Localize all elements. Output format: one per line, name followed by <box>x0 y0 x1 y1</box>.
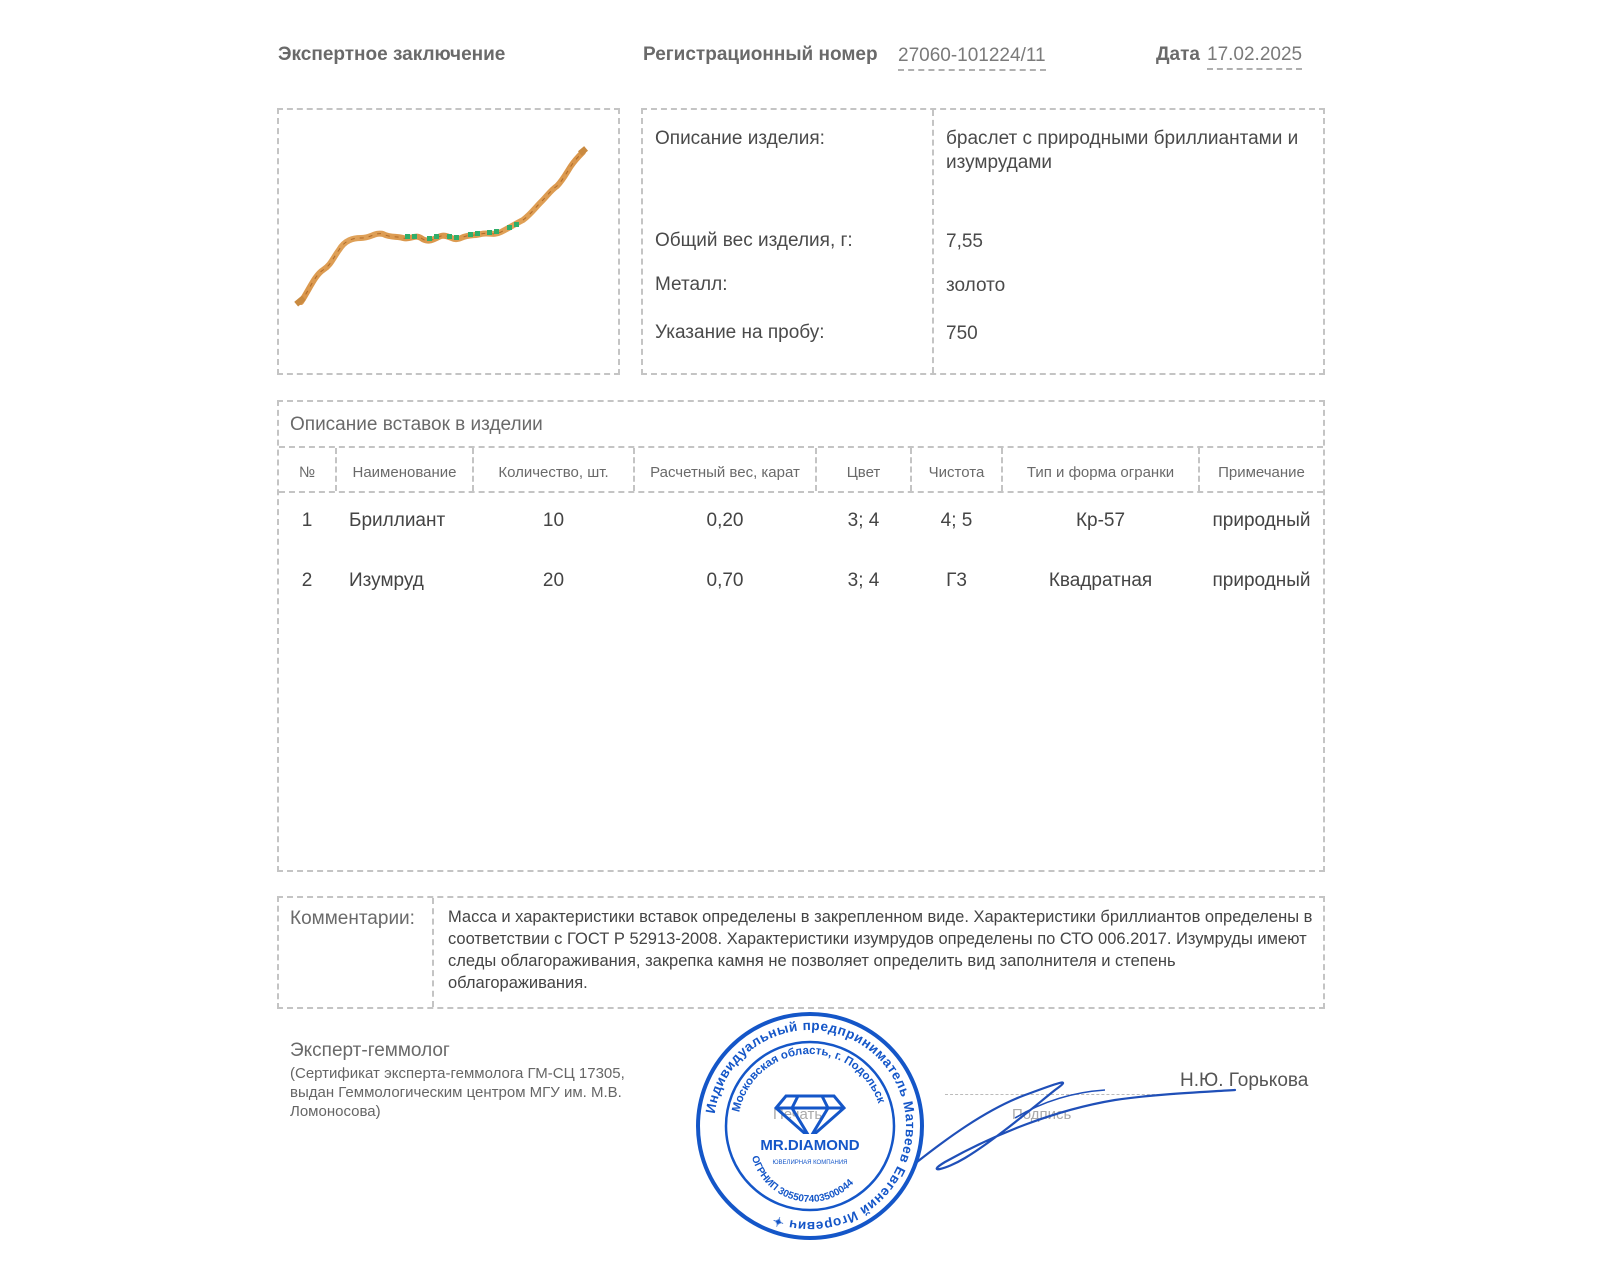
column-header: Чистота <box>928 464 985 481</box>
metal-value: золото <box>946 275 1006 296</box>
svg-text:ЮВЕЛИРНАЯ КОМПАНИЯ: ЮВЕЛИРНАЯ КОМПАНИЯ <box>772 1160 848 1166</box>
hallmark-value: 750 <box>946 323 978 344</box>
table-cell: 1 <box>301 510 313 531</box>
table-cell: 4; 5 <box>940 510 973 531</box>
date-value: 17.02.2025 <box>1207 44 1302 70</box>
company-stamp <box>694 1010 926 1242</box>
comments-label: Комментарии: <box>290 908 415 929</box>
table-cell: Изумруд <box>349 570 424 591</box>
column-header: Тип и форма огранки <box>1026 464 1175 481</box>
svg-text:ОГРНИП 305507403500044: ОГРНИП 305507403500044 <box>748 1154 856 1206</box>
date-label: Дата <box>1156 44 1200 65</box>
table-cell: Г3 <box>946 570 967 591</box>
document-title: Экспертное заключение <box>278 44 506 65</box>
registration-label: Регистрационный номер <box>643 44 878 65</box>
svg-text:Московская область, г. Подольс: Московская область, г. Подольск <box>730 1044 887 1114</box>
signature-label: Подпись <box>1012 1106 1072 1123</box>
inserts-title-divider <box>279 446 1323 448</box>
bracelet-image <box>279 110 618 373</box>
table-cell: 3; 4 <box>847 510 880 531</box>
product-photo-frame <box>277 108 620 375</box>
hallmark-label: Указание на пробу: <box>655 322 825 343</box>
expert-name: Н.Ю. Горькова <box>1180 1070 1309 1091</box>
table-cell: 3; 4 <box>847 570 880 591</box>
table-cell: 2 <box>301 570 313 591</box>
comments-text: Масса и характеристики вставок определены в закрепленном виде. Характеристики бриллиантов определены в соответствии с ГОСТ Р 52913-2008. Характеристики изумрудов определены по СТО 006.2017. Изумруды имеют следы облагораживания, закрепка камня не позволяет определить вид заполнителя и степень облагораживания. <box>448 908 1313 992</box>
column-header: Примечание <box>1218 464 1305 481</box>
column-header: Наименование <box>352 464 457 481</box>
svg-text:Индивидуальный предприниматель: Индивидуальный предприниматель Матвеев Евгений Игоревич ✦ <box>702 1017 919 1235</box>
item-weight-value: 7,55 <box>946 231 983 252</box>
item-weight-label: Общий вес изделия, г: <box>655 230 853 251</box>
registration-number: 27060-101224/11 <box>898 45 1046 71</box>
table-cell: 10 <box>542 510 565 531</box>
description-divider <box>932 110 934 373</box>
metal-label: Металл: <box>655 274 728 295</box>
inserts-header-divider <box>279 491 1323 493</box>
comments-divider <box>432 898 434 1007</box>
signature-drawing <box>905 1070 1245 1180</box>
table-cell: Бриллиант <box>349 510 446 531</box>
column-header: № <box>298 464 316 481</box>
table-cell: Кр-57 <box>1075 510 1126 531</box>
expert-title: Эксперт-геммолог <box>290 1040 450 1061</box>
table-cell: Квадратная <box>1048 570 1153 591</box>
table-cell: 0,70 <box>706 570 744 591</box>
seal-label: Печать <box>773 1106 823 1123</box>
table-cell: природный <box>1212 510 1311 531</box>
column-header: Цвет <box>846 464 881 481</box>
table-cell: природный <box>1212 570 1311 591</box>
item-description-label: Описание изделия: <box>655 128 825 149</box>
table-cell: 20 <box>542 570 565 591</box>
column-header: Расчетный вес, карат <box>650 464 800 481</box>
table-cell: 0,20 <box>706 510 744 531</box>
inserts-title: Описание вставок в изделии <box>290 414 543 435</box>
expert-certificate: (Сертификат эксперта-геммолога ГМ-СЦ 17305, выдан Геммологическим центром МГУ им. М.В. Ломоносова) <box>290 1065 625 1120</box>
svg-text:MR.DIAMOND: MR.DIAMOND <box>760 1137 860 1154</box>
column-header: Количество, шт. <box>498 464 609 481</box>
diamond-logo-icon <box>776 1096 844 1138</box>
item-description-value: браслет с природными бриллиантами и изумрудами <box>946 128 1299 173</box>
